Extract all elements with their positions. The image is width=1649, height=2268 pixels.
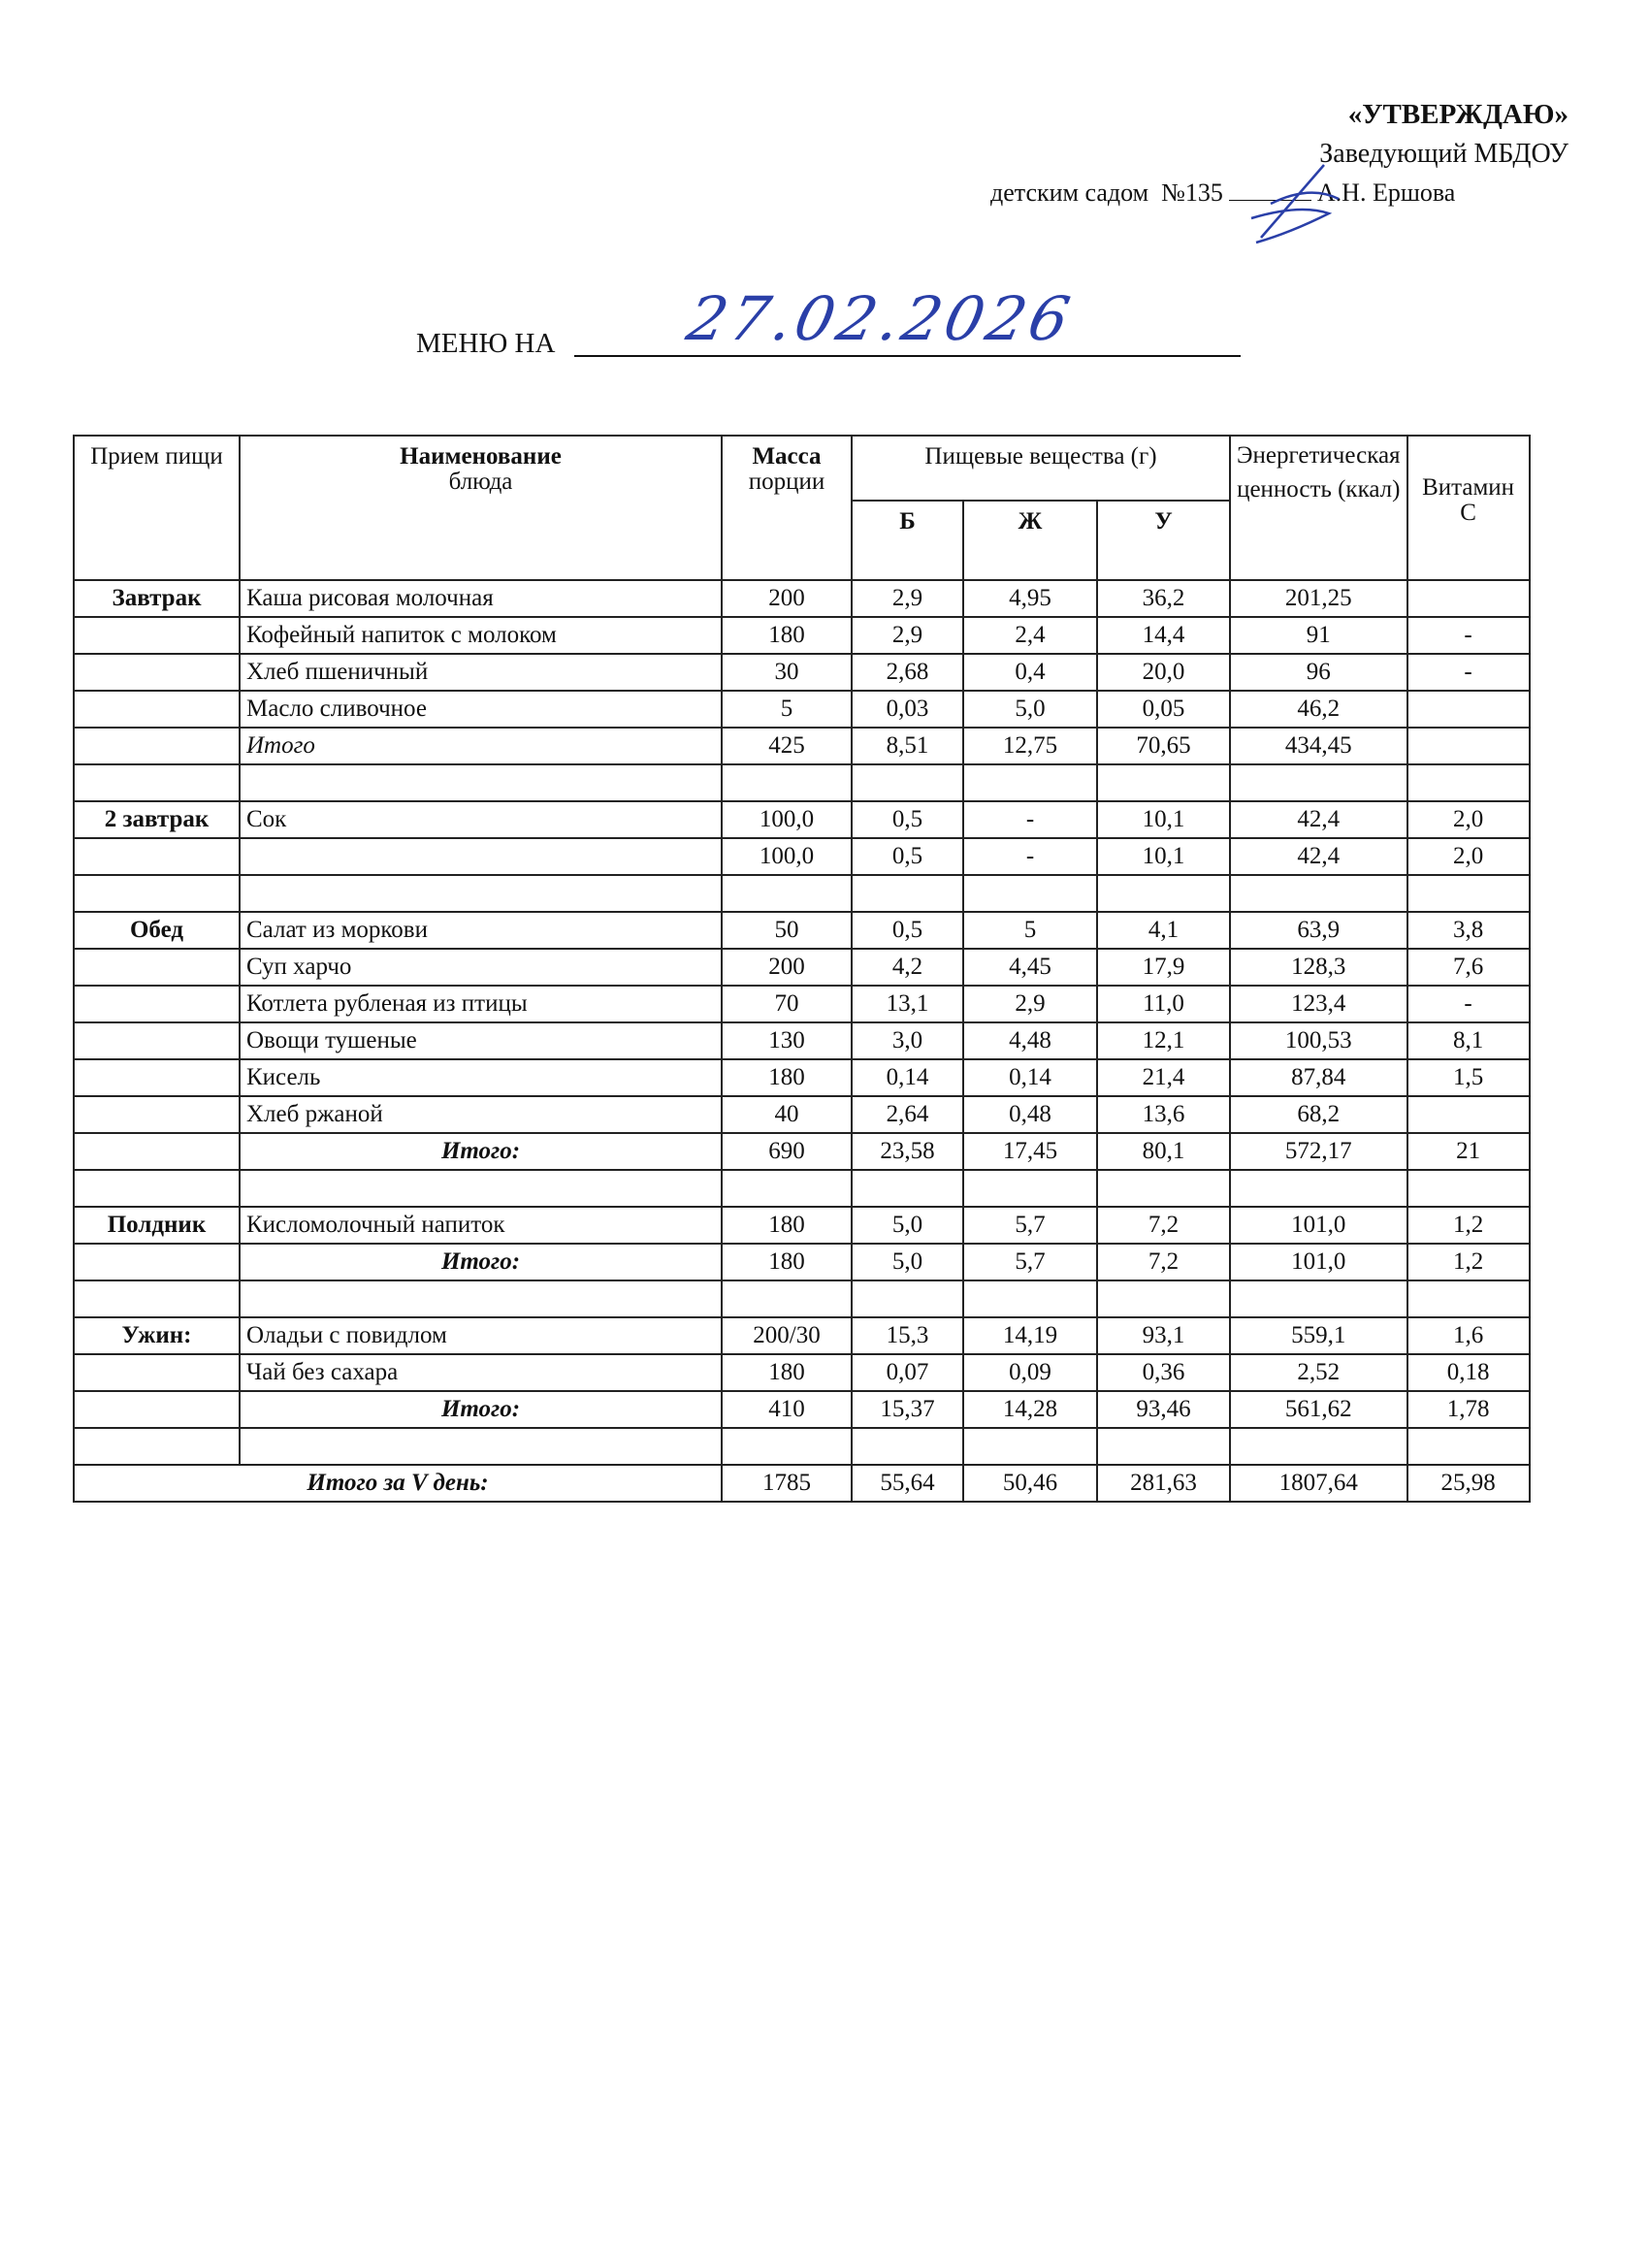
b-cell: 8,51	[852, 728, 963, 764]
mass-cell	[722, 764, 852, 801]
kcal-cell	[1230, 1280, 1407, 1317]
u-cell: 21,4	[1097, 1059, 1230, 1096]
table-row	[74, 838, 1530, 875]
header-vitc: Витамин С	[1407, 436, 1530, 580]
zh-cell: 2,4	[963, 617, 1097, 654]
table-row	[74, 1022, 1530, 1059]
vitc-cell	[1407, 1170, 1530, 1207]
kcal-cell: 101,0	[1230, 1207, 1407, 1244]
mass-cell: 40	[722, 1096, 852, 1133]
header-mass-bold: Масса	[752, 443, 822, 470]
grand-total-label: Итого за V день:	[74, 1465, 722, 1502]
table-row	[74, 1428, 1530, 1465]
vitc-cell: -	[1407, 654, 1530, 691]
zh-cell: 50,46	[963, 1465, 1097, 1502]
meal-cell: Полдник	[74, 1207, 240, 1244]
meal-cell	[74, 728, 240, 764]
mass-cell: 100,0	[722, 838, 852, 875]
kcal-cell: 1807,64	[1230, 1465, 1407, 1502]
b-cell: 3,0	[852, 1022, 963, 1059]
b-cell: 23,58	[852, 1133, 963, 1170]
mass-cell: 425	[722, 728, 852, 764]
dish-cell: Итого:	[240, 1391, 722, 1428]
vitc-cell	[1407, 580, 1530, 617]
kcal-cell: 100,53	[1230, 1022, 1407, 1059]
meal-cell	[74, 1096, 240, 1133]
menu-table	[73, 435, 1531, 1503]
menu-label: МЕНЮ НА	[416, 328, 556, 359]
table-row	[74, 1354, 1530, 1391]
dish-cell: Салат из моркови	[240, 912, 722, 949]
approver-line	[990, 178, 1455, 208]
meal-cell	[74, 838, 240, 875]
kcal-cell: 572,17	[1230, 1133, 1407, 1170]
dish-cell: Овощи тушеные	[240, 1022, 722, 1059]
table-row	[74, 986, 1530, 1022]
zh-cell: 12,75	[963, 728, 1097, 764]
menu-date: 27.02.2026	[681, 283, 1080, 354]
dish-cell	[240, 838, 722, 875]
vitc-cell: 1,2	[1407, 1207, 1530, 1244]
b-cell: 13,1	[852, 986, 963, 1022]
dish-cell: Сок	[240, 801, 722, 838]
meal-cell	[74, 1244, 240, 1280]
kcal-cell: 42,4	[1230, 838, 1407, 875]
kcal-cell: 101,0	[1230, 1244, 1407, 1280]
header-protein: Б	[852, 501, 963, 580]
vitc-cell	[1407, 728, 1530, 764]
meal-cell	[74, 764, 240, 801]
b-cell	[852, 1428, 963, 1465]
table-row	[74, 912, 1530, 949]
b-cell: 2,68	[852, 654, 963, 691]
zh-cell: -	[963, 801, 1097, 838]
b-cell: 5,0	[852, 1244, 963, 1280]
u-cell: 17,9	[1097, 949, 1230, 986]
dish-cell: Хлеб ржаной	[240, 1096, 722, 1133]
u-cell	[1097, 1170, 1230, 1207]
mass-cell: 200	[722, 949, 852, 986]
u-cell: 281,63	[1097, 1465, 1230, 1502]
vitc-cell	[1407, 1096, 1530, 1133]
vitc-cell: 25,98	[1407, 1465, 1530, 1502]
kcal-cell: 46,2	[1230, 691, 1407, 728]
zh-cell: -	[963, 838, 1097, 875]
vitc-cell: 1,78	[1407, 1391, 1530, 1428]
kcal-cell: 63,9	[1230, 912, 1407, 949]
zh-cell	[963, 1280, 1097, 1317]
table-row	[74, 1170, 1530, 1207]
zh-cell: 5	[963, 912, 1097, 949]
u-cell: 11,0	[1097, 986, 1230, 1022]
meal-cell	[74, 1391, 240, 1428]
dish-cell	[240, 875, 722, 912]
kcal-cell: 123,4	[1230, 986, 1407, 1022]
u-cell	[1097, 1428, 1230, 1465]
kcal-cell: 561,62	[1230, 1391, 1407, 1428]
dish-cell	[240, 1280, 722, 1317]
u-cell: 0,36	[1097, 1354, 1230, 1391]
zh-cell: 5,7	[963, 1244, 1097, 1280]
signature-icon	[1232, 146, 1348, 252]
u-cell: 7,2	[1097, 1207, 1230, 1244]
u-cell	[1097, 1280, 1230, 1317]
u-cell: 10,1	[1097, 801, 1230, 838]
meal-cell	[74, 617, 240, 654]
zh-cell: 5,7	[963, 1207, 1097, 1244]
u-cell	[1097, 875, 1230, 912]
b-cell: 5,0	[852, 1207, 963, 1244]
b-cell: 15,3	[852, 1317, 963, 1354]
dish-cell: Каша рисовая молочная	[240, 580, 722, 617]
kcal-cell: 42,4	[1230, 801, 1407, 838]
dish-cell: Чай без сахара	[240, 1354, 722, 1391]
table-row	[74, 1244, 1530, 1280]
u-cell: 36,2	[1097, 580, 1230, 617]
menu-table-body	[74, 580, 1530, 1502]
vitc-cell: 3,8	[1407, 912, 1530, 949]
b-cell	[852, 1170, 963, 1207]
mass-cell: 1785	[722, 1465, 852, 1502]
vitc-cell: 0,18	[1407, 1354, 1530, 1391]
u-cell: 10,1	[1097, 838, 1230, 875]
approval-stamp-title: «УТВЕРЖДАЮ»	[1347, 99, 1568, 130]
zh-cell	[963, 875, 1097, 912]
zh-cell: 5,0	[963, 691, 1097, 728]
zh-cell: 14,19	[963, 1317, 1097, 1354]
kcal-cell: 201,25	[1230, 580, 1407, 617]
table-row	[74, 949, 1530, 986]
dish-cell: Кофейный напиток с молоком	[240, 617, 722, 654]
b-cell	[852, 764, 963, 801]
meal-cell: Обед	[74, 912, 240, 949]
dish-cell: Кисломолочный напиток	[240, 1207, 722, 1244]
u-cell: 93,1	[1097, 1317, 1230, 1354]
table-row	[74, 801, 1530, 838]
signer-name: А.Н. Ершова	[1316, 178, 1456, 207]
mass-cell	[722, 1170, 852, 1207]
organization: детским садом №135	[990, 178, 1223, 207]
zh-cell: 0,09	[963, 1354, 1097, 1391]
kcal-cell	[1230, 1170, 1407, 1207]
dish-cell: Суп харчо	[240, 949, 722, 986]
meal-cell	[74, 1170, 240, 1207]
meal-cell: Завтрак	[74, 580, 240, 617]
table-row	[74, 1280, 1530, 1317]
mass-cell: 5	[722, 691, 852, 728]
meal-cell	[74, 1059, 240, 1096]
dish-cell: Итого	[240, 728, 722, 764]
vitc-cell	[1407, 1428, 1530, 1465]
zh-cell	[963, 1428, 1097, 1465]
kcal-cell: 68,2	[1230, 1096, 1407, 1133]
u-cell: 14,4	[1097, 617, 1230, 654]
meal-cell	[74, 1280, 240, 1317]
u-cell: 20,0	[1097, 654, 1230, 691]
table-row	[74, 1133, 1530, 1170]
vitc-cell: 21	[1407, 1133, 1530, 1170]
table-row	[74, 1207, 1530, 1244]
kcal-cell: 434,45	[1230, 728, 1407, 764]
b-cell: 0,03	[852, 691, 963, 728]
kcal-cell	[1230, 1428, 1407, 1465]
mass-cell: 180	[722, 1354, 852, 1391]
vitc-cell: 1,5	[1407, 1059, 1530, 1096]
b-cell: 0,14	[852, 1059, 963, 1096]
dish-cell: Кисель	[240, 1059, 722, 1096]
dish-cell	[240, 1428, 722, 1465]
b-cell: 2,9	[852, 617, 963, 654]
vitc-cell: 1,2	[1407, 1244, 1530, 1280]
kcal-cell: 87,84	[1230, 1059, 1407, 1096]
table-row	[74, 654, 1530, 691]
meal-cell	[74, 1022, 240, 1059]
approver-position: Заведующий МБДОУ	[1319, 139, 1568, 169]
vitc-cell	[1407, 691, 1530, 728]
zh-cell: 17,45	[963, 1133, 1097, 1170]
meal-cell	[74, 875, 240, 912]
meal-cell	[74, 986, 240, 1022]
mass-cell: 180	[722, 1244, 852, 1280]
zh-cell: 0,48	[963, 1096, 1097, 1133]
table-row	[74, 875, 1530, 912]
mass-cell: 410	[722, 1391, 852, 1428]
table-row	[74, 580, 1530, 617]
u-cell	[1097, 764, 1230, 801]
u-cell: 4,1	[1097, 912, 1230, 949]
mass-cell: 30	[722, 654, 852, 691]
meal-cell	[74, 1354, 240, 1391]
b-cell: 0,5	[852, 838, 963, 875]
table-row	[74, 764, 1530, 801]
header-nutrients: Пищевые вещества (г)	[852, 436, 1230, 501]
table-row	[74, 1465, 1530, 1502]
zh-cell	[963, 764, 1097, 801]
zh-cell: 4,95	[963, 580, 1097, 617]
vitc-cell	[1407, 764, 1530, 801]
mass-cell: 200	[722, 580, 852, 617]
vitc-cell	[1407, 875, 1530, 912]
b-cell: 15,37	[852, 1391, 963, 1428]
u-cell: 7,2	[1097, 1244, 1230, 1280]
table-row	[74, 1059, 1530, 1096]
u-cell: 0,05	[1097, 691, 1230, 728]
kcal-cell: 128,3	[1230, 949, 1407, 986]
header-carbs: У	[1097, 501, 1230, 580]
b-cell: 2,64	[852, 1096, 963, 1133]
meal-cell	[74, 1428, 240, 1465]
vitc-cell: 8,1	[1407, 1022, 1530, 1059]
dish-cell: Итого:	[240, 1244, 722, 1280]
dish-cell: Оладьи с повидлом	[240, 1317, 722, 1354]
zh-cell: 2,9	[963, 986, 1097, 1022]
header-dish-bold: Наименование	[400, 443, 562, 470]
header-meal: Прием пищи	[74, 436, 240, 580]
u-cell: 13,6	[1097, 1096, 1230, 1133]
table-row	[74, 1391, 1530, 1428]
kcal-cell	[1230, 875, 1407, 912]
dish-cell	[240, 1170, 722, 1207]
menu-date-underline	[574, 355, 1241, 357]
mass-cell: 100,0	[722, 801, 852, 838]
mass-cell	[722, 1280, 852, 1317]
mass-cell	[722, 1428, 852, 1465]
dish-cell: Хлеб пшеничный	[240, 654, 722, 691]
vitc-cell: -	[1407, 986, 1530, 1022]
dish-cell: Котлета рубленая из птицы	[240, 986, 722, 1022]
kcal-cell	[1230, 764, 1407, 801]
u-cell: 80,1	[1097, 1133, 1230, 1170]
kcal-cell: 96	[1230, 654, 1407, 691]
mass-cell: 50	[722, 912, 852, 949]
mass-cell: 200/30	[722, 1317, 852, 1354]
table-row	[74, 728, 1530, 764]
mass-cell: 690	[722, 1133, 852, 1170]
header-dish	[240, 436, 722, 580]
b-cell: 2,9	[852, 580, 963, 617]
zh-cell: 0,4	[963, 654, 1097, 691]
zh-cell: 4,48	[963, 1022, 1097, 1059]
mass-cell: 180	[722, 1207, 852, 1244]
u-cell: 93,46	[1097, 1391, 1230, 1428]
table-row	[74, 617, 1530, 654]
zh-cell	[963, 1170, 1097, 1207]
b-cell: 0,5	[852, 801, 963, 838]
header-dish-sub: блюда	[448, 469, 513, 496]
vitc-cell: 7,6	[1407, 949, 1530, 986]
meal-cell	[74, 1133, 240, 1170]
dish-cell: Итого:	[240, 1133, 722, 1170]
meal-cell: Ужин:	[74, 1317, 240, 1354]
b-cell: 0,07	[852, 1354, 963, 1391]
b-cell	[852, 1280, 963, 1317]
kcal-cell: 559,1	[1230, 1317, 1407, 1354]
meal-cell	[74, 949, 240, 986]
meal-cell	[74, 691, 240, 728]
mass-cell: 70	[722, 986, 852, 1022]
dish-cell: Масло сливочное	[240, 691, 722, 728]
vitc-cell: 1,6	[1407, 1317, 1530, 1354]
b-cell: 55,64	[852, 1465, 963, 1502]
mass-cell: 180	[722, 1059, 852, 1096]
vitc-cell: 2,0	[1407, 838, 1530, 875]
header-mass	[722, 436, 852, 580]
b-cell: 4,2	[852, 949, 963, 986]
u-cell: 70,65	[1097, 728, 1230, 764]
b-cell: 0,5	[852, 912, 963, 949]
dish-cell	[240, 764, 722, 801]
kcal-cell: 2,52	[1230, 1354, 1407, 1391]
meal-cell: 2 завтрак	[74, 801, 240, 838]
header-mass-sub: порции	[748, 469, 825, 496]
mass-cell	[722, 875, 852, 912]
vitc-cell: 2,0	[1407, 801, 1530, 838]
zh-cell: 14,28	[963, 1391, 1097, 1428]
zh-cell: 0,14	[963, 1059, 1097, 1096]
vitc-cell	[1407, 1280, 1530, 1317]
vitc-cell: -	[1407, 617, 1530, 654]
header-fat: Ж	[963, 501, 1097, 580]
zh-cell: 4,45	[963, 949, 1097, 986]
u-cell: 12,1	[1097, 1022, 1230, 1059]
mass-cell: 130	[722, 1022, 852, 1059]
table-row	[74, 1096, 1530, 1133]
table-row	[74, 691, 1530, 728]
table-row	[74, 1317, 1530, 1354]
header-energy: Энергетическая ценность (ккал)	[1230, 436, 1407, 580]
meal-cell	[74, 654, 240, 691]
kcal-cell: 91	[1230, 617, 1407, 654]
mass-cell: 180	[722, 617, 852, 654]
b-cell	[852, 875, 963, 912]
